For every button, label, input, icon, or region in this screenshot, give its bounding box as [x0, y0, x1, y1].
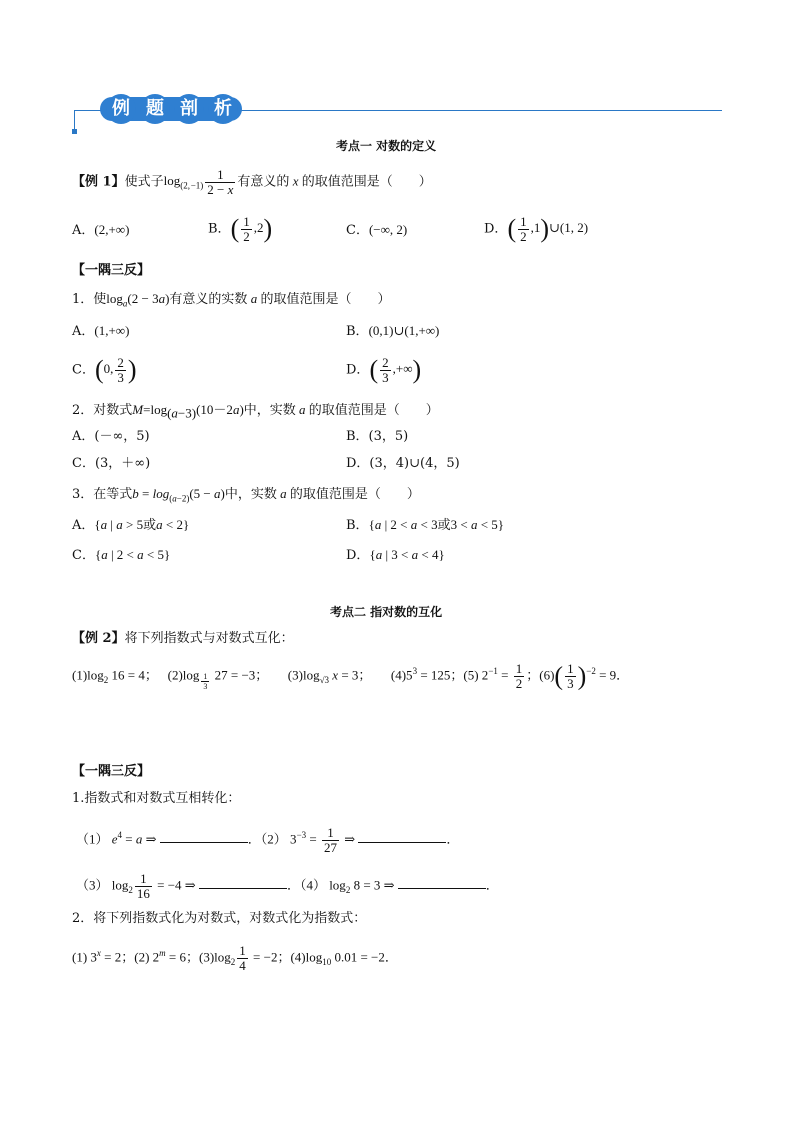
p1q3-option-d: D．{a | 3 < a < 4} — [346, 547, 445, 563]
practice-2-q1-parts-3-4: （3） $\log_2$ $\frac{1}{16}$ = −4 ⇒ ．（4） $\log_2 8 = 3$ ⇒ ． — [76, 871, 499, 901]
ex1-option-a: A．(2,+∞) — [72, 222, 130, 238]
practice-2-q1-parts-1-2: （1） $e^4 = a$ ⇒ ．（2） $3^{-3}$ = $\frac{1}{27}$ ⇒ ． — [76, 825, 460, 855]
header-char-3: 剖 — [174, 94, 204, 124]
p1q1-option-a: A．(1,+∞) — [72, 323, 130, 339]
p1q3-option-a: A．{a | a > 5或a < 2} — [72, 517, 190, 533]
p1q1-option-b: B．(0,1)∪(1,+∞) — [346, 323, 440, 339]
example-1: 【例 1】使式子$\log_{(2, -1)}$ $\frac{1}{2 - x}$ 有意义的 x 的取值范围是（ ） — [72, 167, 432, 197]
example-2: 【例 2】将下列指数式与对数式互化： — [72, 631, 294, 646]
header-char-4: 析 — [208, 94, 238, 124]
practice-1-q1: 1．使$\log_a(2 - 3a)$有意义的实数 a 的取值范围是（ ） — [72, 291, 391, 309]
practice-1-q2: 2．对数式$M=\log_{(a-3)}(10-2a)$中，实数 a 的取值范围是（ ） — [72, 402, 439, 421]
practice-2-q1: 1.指数式和对数式互相转化： — [72, 791, 241, 806]
example-1-prefix: 使式子 — [124, 174, 164, 190]
p1q2-option-d: D．(3，4)∪(4，5) — [346, 456, 460, 471]
header-dot — [72, 129, 77, 134]
section-title-2: 考点二 指对数的互化 — [330, 605, 443, 619]
example-2-formulas: $(1)\log_2$ 16 = 4； (2)log $_{\frac{1}{3}}$ 27 = −3； $(3)\log_{√3}$ x = 3； $(4)5^3 = 125$；(5) $2^{-1}$ = $\frac{1}{2}$ ；(6)( $\frac{1}{3}$ )$^{-2}$ = 9． — [72, 661, 630, 691]
ex1-option-c: C．(−∞, 2) — [346, 222, 408, 238]
p1q2-option-b: B．(3，5) — [346, 429, 409, 444]
p1q1-option-c: C．(0, $\frac{2}{3}$ ) — [72, 355, 137, 385]
example-1-suffix2: 的取值范围是（ ） — [301, 174, 432, 190]
example-1-formula: $\log_{(2, -1)}$ $\frac{1}{2 - x}$ — [163, 167, 234, 197]
header-char-1: 例 — [106, 94, 136, 124]
practice-2-title: 【一隅三反】 — [72, 764, 151, 779]
practice-2-q2-formulas: (1) $3^x = 2$；(2) $2^m = 6$；$(3)\log_2$ $\frac{1}{4}$ = −2；$(4)\log_{10}$ 0.01 = −2． — [72, 943, 398, 973]
practice-1-q3: 3．在等式$b = \log_{(a-2)}(5 - a)$中，实数 a 的取值范围是（ ） — [72, 486, 420, 504]
header-char-2: 题 — [140, 94, 170, 124]
p1q3-option-c: C．{a | 2 < a < 5} — [72, 547, 171, 563]
p1q2-option-c: C．(3，＋∞) — [72, 456, 151, 471]
example-1-tag: 【例 1】 — [72, 174, 125, 190]
ex1-option-b: B．( $\frac{1}{2}$ ,2) — [208, 214, 273, 244]
section-title-1: 考点一 对数的定义 — [336, 139, 437, 153]
practice-1-title: 【一隅三反】 — [72, 263, 151, 278]
p1q3-option-b: B．{a | 2 < a < 3或3 < a < 5} — [346, 517, 505, 533]
example-1-suffix: 有意义的 — [237, 174, 290, 190]
practice-2-q2: 2．将下列指数式化为对数式，对数式化为指数式： — [72, 911, 367, 926]
ex1-option-d: D．( $\frac{1}{2}$ ,1)∪(1, 2) — [484, 214, 589, 244]
p1q2-option-a: A．(－∞，5) — [72, 429, 150, 444]
p1q1-option-d: D．( $\frac{2}{3}$ ,+∞) — [346, 355, 422, 385]
